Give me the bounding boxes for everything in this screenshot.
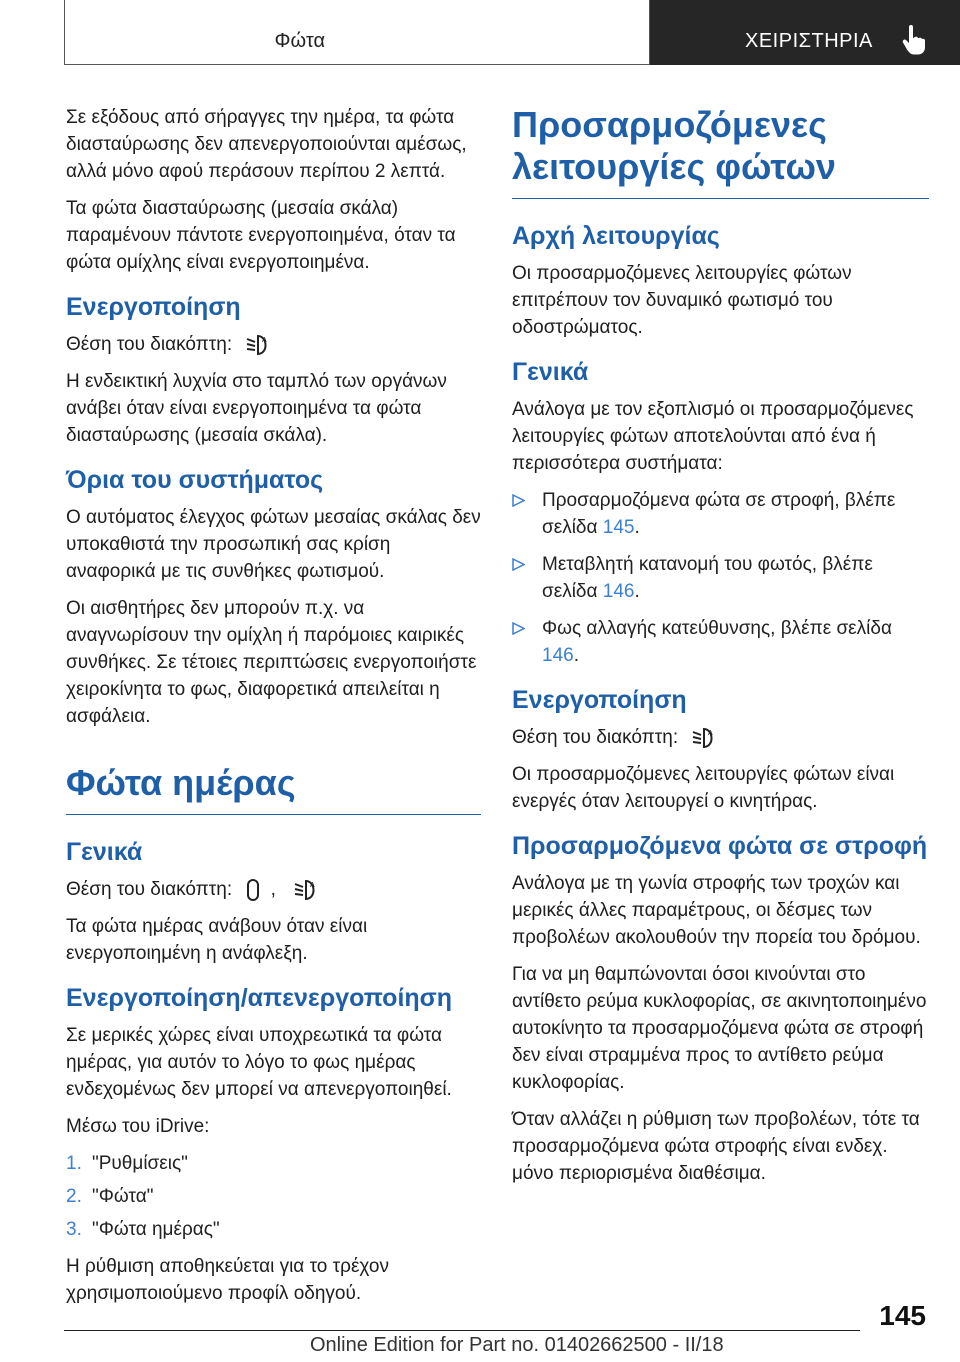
- page-link[interactable]: 146: [602, 581, 635, 602]
- triangle-bullet-icon: [512, 558, 525, 571]
- daylight-general-text: Τα φώτα ημέρας ανάβουν όταν είναι ενεργοποιημένη η ανάφλεξη.: [66, 916, 368, 964]
- idrive-step[interactable]: 3. "Φώτα ημέρας": [66, 1219, 220, 1240]
- activation-heading: Ενεργοποίηση: [66, 293, 241, 321]
- idrive-step[interactable]: 2. "Φώτα": [66, 1186, 154, 1207]
- adaptive-systems-list: [512, 487, 929, 669]
- daylight-switch-label: Θέση του διακόπτη:: [66, 879, 233, 900]
- principle-text: Οι προσαρμοζόμενες λειτουργίες φώτων επιτρέπουν τον δυναμικό φωτισμό του οδοστρώματος.: [512, 263, 852, 338]
- triangle-bullet-icon: [512, 622, 525, 635]
- adaptive-general-text: Ανάλογα με τον εξοπλισμό οι προσαρμοζόμενες λειτουργίες φώτων αποτελούνται από ένα ή περισσότερα συστήματα:: [512, 399, 914, 474]
- cornering-paragraph-2: Για να μη θαμπώνονται όσοι κινούνται στο αντίθετο ρεύμα κυκλοφορίας, σε ακινητοποιημένο αυτοκίνητο τα προσαρμοζόμενα φώτα σε στροφή δεν είναι στραμμένα προς το αντίθετο ρεύμα κυκλοφορίας.: [512, 964, 927, 1093]
- page-link[interactable]: 146: [542, 645, 574, 666]
- header-section-title: Φώτα: [274, 30, 325, 52]
- list-item: Προσαρμοζόμενα φώτα σε στροφή, βλέπε σελίδα 145.: [512, 487, 929, 541]
- cornering-paragraph-1: Ανάλογα με τη γωνία στροφής των τροχών και μερικές άλλες παραμέτρους, οι δέσμες των προβολέων ακολουθούν την πορεία του δρόμου.: [512, 873, 921, 948]
- adaptive-activation-text: Οι προσαρμοζόμενες λειτουργίες φώτων είναι ενεργές όταν λειτουργεί ο κινητήρας.: [512, 764, 895, 812]
- page-header: [64, 0, 960, 66]
- triangle-bullet-icon: [512, 494, 525, 507]
- activation-switch-position: [66, 331, 481, 358]
- svg-text:A: A: [310, 881, 315, 889]
- adaptive-switch-label: Θέση του διακόπτη:: [512, 727, 679, 748]
- intro-paragraph-2: Τα φώτα διασταύρωσης (μεσαία σκάλα) παραμένουν πάντοτε ενεργοποιημένα, όταν τα φώτα ομίχλης είναι ενεργοποιημένα.: [66, 198, 456, 273]
- idrive-steps-list: [66, 1150, 481, 1243]
- header-chapter-title: ΧΕΙΡΙΣΤΗΡΙΑ: [745, 30, 873, 52]
- page-number: 145: [879, 1300, 926, 1331]
- daylight-switch-position: [66, 876, 481, 903]
- list-item: Φως αλλαγής κατεύθυνσης, βλέπε σελίδα 146.: [512, 615, 929, 669]
- principle-heading: Αρχή λειτουργίας: [512, 222, 720, 250]
- cornering-lights-heading: Προσαρμοζόμενα φώτα σε στροφή: [512, 832, 928, 860]
- left-column: [66, 104, 481, 1317]
- system-limits-paragraph-2: Οι αισθητήρες δεν μπορούν π.χ. να αναγνωρίσουν την ομίχλη ή παρόμοιες καιρικές συνθήκες. Σε τέτοιες περιπτώσεις ενεργοποιήστε χειροκίνητα το φως, διαφορετικά απειλείται η ασφάλεια.: [66, 598, 477, 727]
- idrive-text: Μέσω του iDrive:: [66, 1116, 210, 1137]
- daylight-general-heading: Γενικά: [66, 838, 143, 866]
- low-beam-auto-icon: [245, 333, 271, 357]
- activation-switch-label: Θέση του διακόπτη:: [66, 334, 233, 355]
- footer-edition: Online Edition for Part no. 01402662500 - II/18: [310, 1334, 724, 1356]
- system-limits-heading: Όρια του συστήματος: [66, 466, 324, 494]
- adaptive-general-heading: Γενικά: [512, 358, 589, 386]
- header-section-box: [64, 0, 650, 65]
- adaptive-activation-heading: Ενεργοποίηση: [512, 686, 687, 714]
- system-limits-paragraph-1: Ο αυτόματος έλεγχος φώτων μεσαίας σκάλας δεν υποκαθιστά την προσωπική σας κρίση αναφορικά με τις συνθήκες φωτισμού.: [66, 507, 481, 582]
- footer-divider: [64, 1330, 860, 1331]
- activation-text: Η ενδεικτική λυχνία στο ταμπλό των οργάνων ανάβει όταν είναι ενεργοποιημένα τα φώτα διασταύρωσης (μεσαία σκάλα).: [66, 371, 447, 446]
- intro-paragraph-1: Σε εξόδους από σήραγγες την ημέρα, τα φώτα διασταύρωσης δεν απενεργοποιούνται αμέσως, αλλά μόνο αφού περάσουν περίπου 2 λεπτά.: [66, 107, 467, 182]
- header-chapter-tab: [650, 0, 960, 65]
- hand-pointer-icon: [900, 24, 928, 56]
- driver-profile-text: Η ρύθμιση αποθηκεύεται για το τρέχον χρησιμοποιούμενο προφίλ οδηγού.: [66, 1256, 389, 1304]
- low-beam-auto-icon: [691, 726, 717, 750]
- adaptive-switch-position: [512, 724, 929, 751]
- page-link[interactable]: 145: [602, 517, 635, 538]
- daylight-section-title: Φώτα ημέρας: [66, 762, 481, 815]
- cornering-paragraph-3: Όταν αλλάζει η ρύθμιση των προβολέων, τότε τα προσαρμοζόμενα φώτα στροφής είναι ενδεχ. μόνο περιορισμένα διαθέσιμα.: [512, 1109, 920, 1184]
- switch-separator: ,: [270, 879, 276, 900]
- right-column: [512, 104, 929, 1197]
- svg-text:A: A: [708, 729, 714, 737]
- svg-text:A: A: [262, 336, 268, 344]
- idrive-step[interactable]: 1. "Ρυθμίσεις": [66, 1153, 188, 1174]
- adaptive-lights-title: Προσαρμοζόμενες λειτουργίες φώτων: [512, 104, 929, 199]
- daylight-onoff-heading: Ενεργοποίηση/απενεργοποίηση: [66, 984, 453, 1012]
- daylight-onoff-text: Σε μερικές χώρες είναι υποχρεωτικά τα φώτα ημέρας, για αυτόν το λόγο το φως ημέρας ενδεχομένως δεν μπορεί να απενεργοποιηθεί.: [66, 1025, 452, 1100]
- switch-zero-position-icon: [245, 878, 261, 902]
- low-beam-auto-icon: [293, 878, 319, 902]
- list-item: Μεταβλητή κατανομή του φωτός, βλέπε σελίδα 146.: [512, 551, 929, 605]
